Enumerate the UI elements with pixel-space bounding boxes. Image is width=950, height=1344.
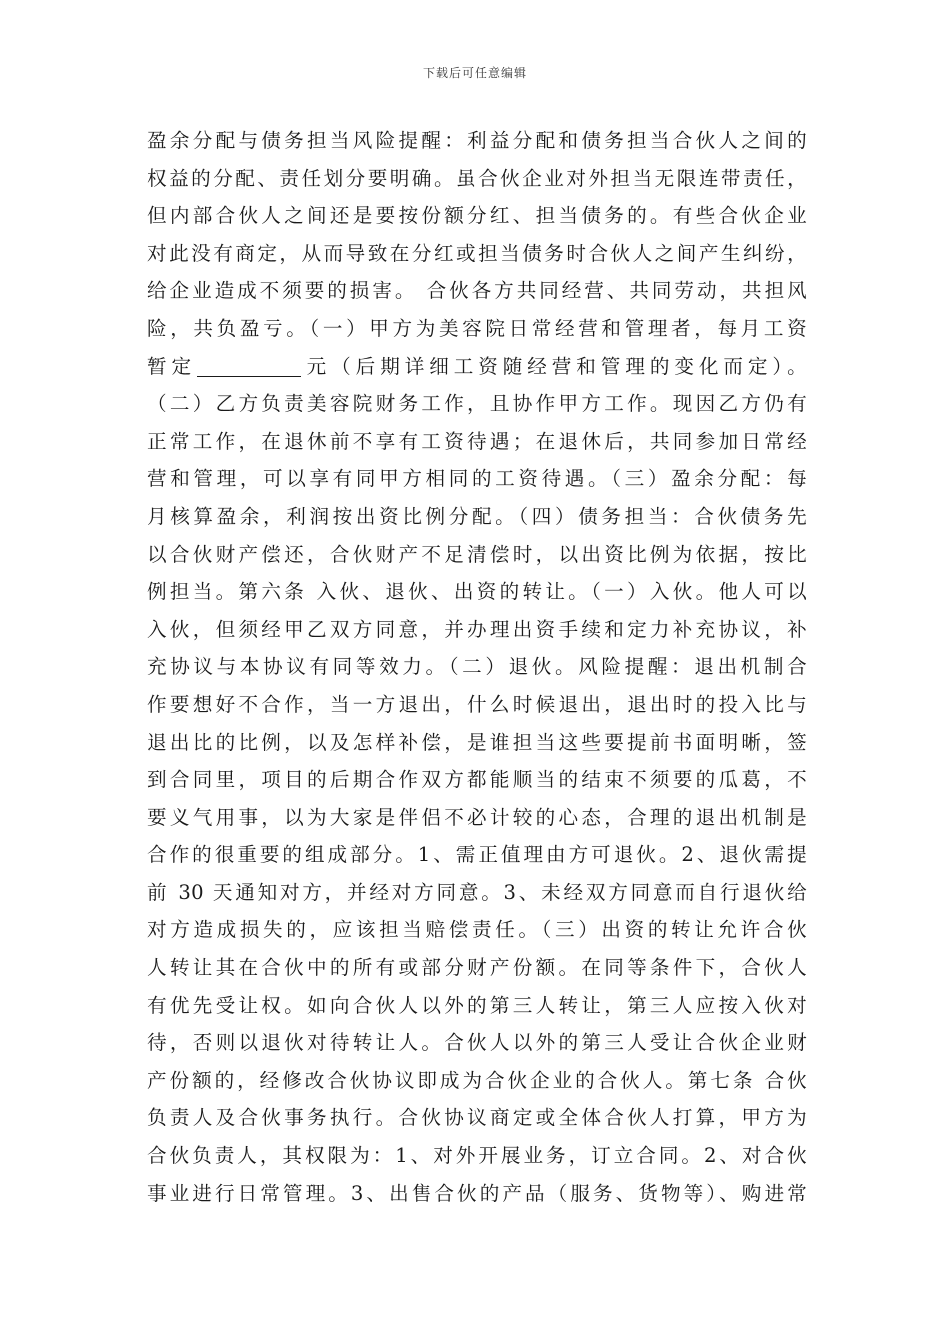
text-line: 产份额的，经修改合伙协议即成为合伙企业的合伙人。第七条 合伙: [147, 1068, 807, 1092]
text-line: 正常工作，在退休前不享有工资待遇；在退休后，共同参加日常经: [147, 429, 807, 453]
text-line: 险，共负盈亏。（一）甲方为美容院日常经营和管理者，每月工资: [147, 316, 807, 340]
text-line: 作要想好不合作，当一方退出，什么时候退出，退出时的投入比与: [147, 692, 807, 716]
text-line: 营和管理，可以享有同甲方相同的工资待遇。（三）盈余分配：每: [147, 467, 807, 491]
salary-blank: [197, 354, 301, 377]
text-line-with-blank: [147, 348, 807, 386]
text-line: 待，否则以退伙对待转让人。合伙人以外的第三人受让合伙企业财: [147, 1031, 807, 1055]
text-line: 入伙，但须经甲乙双方同意，并办理出资手续和定力补充协议，补: [147, 617, 807, 641]
text-line: 到合同里，项目的后期合作双方都能顺当的结束不须要的瓜葛，不: [147, 768, 807, 792]
text-line: 前 30 天通知对方，并经对方同意。3、未经双方同意而自行退伙给: [147, 880, 807, 904]
page-header: 下载后可任意编辑: [422, 66, 527, 80]
text-line: （二）乙方负责美容院财务工作，且协作甲方工作。现因乙方仍有: [147, 392, 807, 416]
text-line: 权益的分配、责任划分要明确。虽合伙企业对外担当无限连带责任，: [147, 166, 807, 190]
text-line: 但内部合伙人之间还是要按份额分红、担当债务的。有些合伙企业: [147, 204, 807, 228]
text-line: 退出比的比例，以及怎样补偿，是谁担当这些要提前书面明晰，签: [147, 730, 807, 754]
text-line: 事业进行日常管理。3、出售合伙的产品（服务、货物等）、购进常: [147, 1181, 807, 1205]
text-line: 充协议与本协议有同等效力。（二）退伙。风险提醒：退出机制合: [147, 655, 807, 679]
text-line: 合伙负责人，其权限为：1、对外开展业务，订立合同。2、对合伙: [147, 1144, 807, 1168]
text-before-blank: 暂定: [147, 354, 197, 378]
text-line: 合作的很重要的组成部分。1、需正值理由方可退伙。2、退伙需提: [147, 843, 807, 867]
text-line: 给企业造成不须要的损害。 合伙各方共同经营、共同劳动，共担风: [147, 279, 807, 303]
text-line: 人转让其在合伙中的所有或部分财产份额。在同等条件下，合伙人: [147, 956, 807, 980]
text-line: 以合伙财产偿还，合伙财产不足清偿时，以出资比例为依据，按比: [147, 542, 807, 566]
text-line: 月核算盈余，利润按出资比例分配。（四）债务担当：合伙债务先: [147, 504, 807, 528]
text-line: 要义气用事，以为大家是伴侣不必计较的心态，合理的退出机制是: [147, 805, 807, 829]
text-line: 例担当。第六条 入伙、退伙、出资的转让。（一）入伙。他人可以: [147, 580, 807, 604]
text-line: 对方造成损失的，应该担当赔偿责任。（三）出资的转让允许合伙: [147, 918, 807, 942]
text-line: 负责人及合伙事务执行。合伙协议商定或全体合伙人打算，甲方为: [147, 1106, 807, 1130]
text-line: 盈余分配与债务担当风险提醒：利益分配和债务担当合伙人之间的: [147, 129, 807, 152]
text-line: 有优先受让权。如向合伙人以外的第三人转让，第三人应按入伙对: [147, 993, 807, 1017]
text-line: 对此没有商定，从而导致在分红或担当债务时合伙人之间产生纠纷，: [147, 241, 807, 265]
document-body: [147, 122, 807, 1212]
text-after-blank: 元（后期详细工资随经营和管理的变化而定）。: [302, 354, 807, 378]
